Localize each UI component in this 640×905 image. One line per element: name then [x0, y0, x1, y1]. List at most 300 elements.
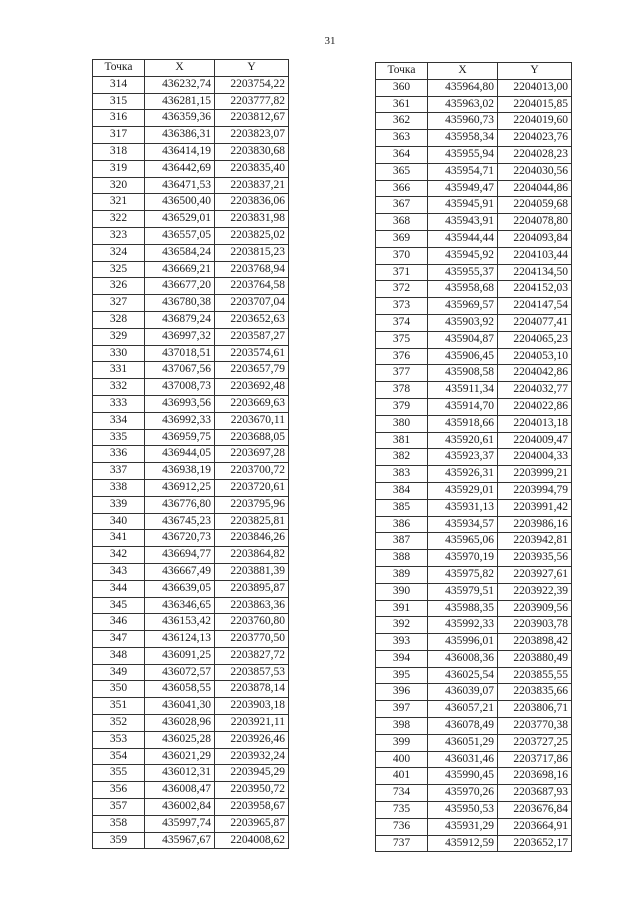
x-coordinate-cell: 436021,29 [145, 748, 215, 765]
x-coordinate-cell: 435969,57 [428, 298, 498, 315]
x-coordinate-cell: 436745,23 [145, 513, 215, 530]
table-row [376, 701, 572, 718]
point-number-cell: 737 [376, 835, 428, 852]
y-coordinate-cell: 2203768,94 [215, 261, 289, 278]
x-coordinate-cell: 435903,92 [428, 314, 498, 331]
table-row [376, 398, 572, 415]
y-coordinate-cell: 2203864,82 [215, 547, 289, 564]
y-coordinate-cell: 2204152,03 [498, 281, 572, 298]
x-coordinate-cell: 436346,65 [145, 597, 215, 614]
x-coordinate-cell: 436912,25 [145, 479, 215, 496]
table-row [376, 835, 572, 852]
y-coordinate-cell: 2204015,85 [498, 96, 572, 113]
x-coordinate-cell: 436281,15 [145, 93, 215, 110]
y-coordinate-cell: 2203676,84 [498, 802, 572, 819]
table-row [93, 698, 289, 715]
point-number-cell: 401 [376, 768, 428, 785]
table-row [376, 197, 572, 214]
point-number-cell: 343 [93, 563, 145, 580]
point-number-cell: 394 [376, 650, 428, 667]
y-coordinate-cell: 2203717,86 [498, 751, 572, 768]
y-coordinate-cell: 2203878,14 [215, 681, 289, 698]
point-number-cell: 400 [376, 751, 428, 768]
y-coordinate-cell: 2203903,18 [215, 698, 289, 715]
x-coordinate-cell: 436584,24 [145, 244, 215, 261]
x-coordinate-cell: 436529,01 [145, 211, 215, 228]
table-row [376, 734, 572, 751]
table-row [376, 314, 572, 331]
y-coordinate-cell: 2203994,79 [498, 482, 572, 499]
coordinates-table-right [375, 62, 572, 852]
point-number-cell: 323 [93, 227, 145, 244]
x-coordinate-cell: 436442,69 [145, 160, 215, 177]
y-coordinate-cell: 2203898,42 [498, 634, 572, 651]
point-number-cell: 317 [93, 127, 145, 144]
table-row [376, 449, 572, 466]
y-coordinate-cell: 2203903,78 [498, 617, 572, 634]
x-coordinate-cell: 435923,37 [428, 449, 498, 466]
y-coordinate-cell: 2204004,33 [498, 449, 572, 466]
table-row [93, 143, 289, 160]
x-coordinate-cell: 435992,33 [428, 617, 498, 634]
table-row [93, 412, 289, 429]
y-coordinate-cell: 2203958,67 [215, 799, 289, 816]
point-number-cell: 385 [376, 499, 428, 516]
x-coordinate-cell: 435960,73 [428, 113, 498, 130]
table-row [376, 482, 572, 499]
y-coordinate-cell: 2203857,53 [215, 664, 289, 681]
x-coordinate-cell: 436124,13 [145, 631, 215, 648]
y-coordinate-cell: 2203991,42 [498, 499, 572, 516]
y-coordinate-cell: 2204032,77 [498, 382, 572, 399]
point-number-cell: 314 [93, 76, 145, 93]
x-coordinate-cell: 436153,42 [145, 614, 215, 631]
y-coordinate-cell: 2203835,66 [498, 684, 572, 701]
table-row [93, 715, 289, 732]
point-number-cell: 334 [93, 412, 145, 429]
y-coordinate-cell: 2203815,23 [215, 244, 289, 261]
y-coordinate-cell: 2204078,80 [498, 214, 572, 231]
point-number-cell: 393 [376, 634, 428, 651]
table-row [93, 328, 289, 345]
table-row [376, 583, 572, 600]
point-number-cell: 399 [376, 734, 428, 751]
y-coordinate-cell: 2203698,16 [498, 768, 572, 785]
table-row [93, 547, 289, 564]
point-number-cell: 397 [376, 701, 428, 718]
point-number-cell: 342 [93, 547, 145, 564]
x-coordinate-cell: 435975,82 [428, 566, 498, 583]
header-y: Y [498, 63, 572, 80]
y-coordinate-cell: 2203700,72 [215, 463, 289, 480]
y-coordinate-cell: 2203881,39 [215, 563, 289, 580]
y-coordinate-cell: 2203669,63 [215, 395, 289, 412]
point-number-cell: 358 [93, 815, 145, 832]
y-coordinate-cell: 2204022,86 [498, 398, 572, 415]
y-coordinate-cell: 2203950,72 [215, 782, 289, 799]
y-coordinate-cell: 2203764,58 [215, 278, 289, 295]
x-coordinate-cell: 436780,38 [145, 295, 215, 312]
x-coordinate-cell: 435990,45 [428, 768, 498, 785]
point-number-cell: 320 [93, 177, 145, 194]
x-coordinate-cell: 436694,77 [145, 547, 215, 564]
y-coordinate-cell: 2203688,05 [215, 429, 289, 446]
x-coordinate-cell: 436500,40 [145, 194, 215, 211]
point-number-cell: 387 [376, 533, 428, 550]
x-coordinate-cell: 436002,84 [145, 799, 215, 816]
x-coordinate-cell: 435931,13 [428, 499, 498, 516]
x-coordinate-cell: 436025,28 [145, 731, 215, 748]
point-number-cell: 379 [376, 398, 428, 415]
y-coordinate-cell: 2204077,41 [498, 314, 572, 331]
x-coordinate-cell: 436031,46 [428, 751, 498, 768]
table-row [93, 664, 289, 681]
table-row [376, 180, 572, 197]
y-coordinate-cell: 2204028,23 [498, 146, 572, 163]
y-coordinate-cell: 2204019,60 [498, 113, 572, 130]
point-number-cell: 326 [93, 278, 145, 295]
table-row [93, 379, 289, 396]
x-coordinate-cell: 435914,70 [428, 398, 498, 415]
x-coordinate-cell: 436879,24 [145, 311, 215, 328]
x-coordinate-cell: 436944,05 [145, 446, 215, 463]
table-row [376, 163, 572, 180]
x-coordinate-cell: 436058,55 [145, 681, 215, 698]
y-coordinate-cell: 2203770,50 [215, 631, 289, 648]
table-row [376, 113, 572, 130]
y-coordinate-cell: 2203652,17 [498, 835, 572, 852]
table-row [376, 466, 572, 483]
x-coordinate-cell: 436078,49 [428, 718, 498, 735]
y-coordinate-cell: 2204044,86 [498, 180, 572, 197]
table-row [376, 348, 572, 365]
x-coordinate-cell: 435944,44 [428, 230, 498, 247]
header-point: Точка [93, 60, 145, 77]
x-coordinate-cell: 436471,53 [145, 177, 215, 194]
point-number-cell: 734 [376, 785, 428, 802]
table-row [93, 76, 289, 93]
x-coordinate-cell: 436359,36 [145, 110, 215, 127]
x-coordinate-cell: 435979,51 [428, 583, 498, 600]
x-coordinate-cell: 435964,80 [428, 79, 498, 96]
point-number-cell: 345 [93, 597, 145, 614]
y-coordinate-cell: 2204147,54 [498, 298, 572, 315]
header-point: Точка [376, 63, 428, 80]
point-number-cell: 357 [93, 799, 145, 816]
x-coordinate-cell: 436232,74 [145, 76, 215, 93]
y-coordinate-cell: 2204093,84 [498, 230, 572, 247]
y-coordinate-cell: 2203846,26 [215, 530, 289, 547]
table-row [376, 382, 572, 399]
table-row [93, 177, 289, 194]
table-row [93, 463, 289, 480]
table-row [93, 681, 289, 698]
y-coordinate-cell: 2203926,46 [215, 731, 289, 748]
x-coordinate-cell: 436667,49 [145, 563, 215, 580]
y-coordinate-cell: 2203697,28 [215, 446, 289, 463]
table-row [93, 597, 289, 614]
x-coordinate-cell: 436028,96 [145, 715, 215, 732]
x-coordinate-cell: 435996,01 [428, 634, 498, 651]
point-number-cell: 356 [93, 782, 145, 799]
point-number-cell: 350 [93, 681, 145, 698]
x-coordinate-cell: 435912,59 [428, 835, 498, 852]
x-coordinate-cell: 436039,07 [428, 684, 498, 701]
point-number-cell: 338 [93, 479, 145, 496]
point-number-cell: 735 [376, 802, 428, 819]
point-number-cell: 396 [376, 684, 428, 701]
table-row [376, 533, 572, 550]
point-number-cell: 388 [376, 550, 428, 567]
point-number-cell: 365 [376, 163, 428, 180]
x-coordinate-cell: 435929,01 [428, 482, 498, 499]
point-number-cell: 347 [93, 631, 145, 648]
y-coordinate-cell: 2203837,21 [215, 177, 289, 194]
point-number-cell: 374 [376, 314, 428, 331]
y-coordinate-cell: 2203657,79 [215, 362, 289, 379]
table-row [93, 765, 289, 782]
point-number-cell: 380 [376, 415, 428, 432]
x-coordinate-cell: 436669,21 [145, 261, 215, 278]
x-coordinate-cell: 436072,57 [145, 664, 215, 681]
x-coordinate-cell: 435906,45 [428, 348, 498, 365]
y-coordinate-cell: 2204030,56 [498, 163, 572, 180]
x-coordinate-cell: 437018,51 [145, 345, 215, 362]
x-coordinate-cell: 435955,94 [428, 146, 498, 163]
table-row [376, 298, 572, 315]
table-row [376, 432, 572, 449]
table-row [93, 395, 289, 412]
point-number-cell: 316 [93, 110, 145, 127]
x-coordinate-cell: 435963,02 [428, 96, 498, 113]
y-coordinate-cell: 2203652,63 [215, 311, 289, 328]
x-coordinate-cell: 436557,05 [145, 227, 215, 244]
header-x: X [428, 63, 498, 80]
header-y: Y [215, 60, 289, 77]
table-row [93, 563, 289, 580]
y-coordinate-cell: 2204008,62 [215, 832, 289, 849]
x-coordinate-cell: 437067,56 [145, 362, 215, 379]
y-coordinate-cell: 2203795,96 [215, 496, 289, 513]
point-number-cell: 372 [376, 281, 428, 298]
y-coordinate-cell: 2203921,11 [215, 715, 289, 732]
x-coordinate-cell: 435958,68 [428, 281, 498, 298]
point-number-cell: 344 [93, 580, 145, 597]
y-coordinate-cell: 2203806,71 [498, 701, 572, 718]
point-number-cell: 352 [93, 715, 145, 732]
x-coordinate-cell: 436414,19 [145, 143, 215, 160]
table-row [93, 782, 289, 799]
y-coordinate-cell: 2203760,80 [215, 614, 289, 631]
point-number-cell: 398 [376, 718, 428, 735]
point-number-cell: 336 [93, 446, 145, 463]
table-row [93, 479, 289, 496]
x-coordinate-cell: 436677,20 [145, 278, 215, 295]
x-coordinate-cell: 436776,80 [145, 496, 215, 513]
table-row [93, 429, 289, 446]
x-coordinate-cell: 435967,67 [145, 832, 215, 849]
point-number-cell: 322 [93, 211, 145, 228]
x-coordinate-cell: 435954,71 [428, 163, 498, 180]
y-coordinate-cell: 2203777,82 [215, 93, 289, 110]
point-number-cell: 355 [93, 765, 145, 782]
table-row [93, 110, 289, 127]
point-number-cell: 332 [93, 379, 145, 396]
y-coordinate-cell: 2203831,98 [215, 211, 289, 228]
y-coordinate-cell: 2203754,22 [215, 76, 289, 93]
point-number-cell: 382 [376, 449, 428, 466]
y-coordinate-cell: 2203863,36 [215, 597, 289, 614]
point-number-cell: 362 [376, 113, 428, 130]
table-row [93, 211, 289, 228]
point-number-cell: 351 [93, 698, 145, 715]
table-row [376, 415, 572, 432]
point-number-cell: 353 [93, 731, 145, 748]
y-coordinate-cell: 2203855,55 [498, 667, 572, 684]
point-number-cell: 325 [93, 261, 145, 278]
x-coordinate-cell: 435934,57 [428, 516, 498, 533]
y-coordinate-cell: 2204134,50 [498, 264, 572, 281]
x-coordinate-cell: 436993,56 [145, 395, 215, 412]
table-row [376, 802, 572, 819]
table-row [376, 516, 572, 533]
table-row [93, 278, 289, 295]
point-number-cell: 361 [376, 96, 428, 113]
y-coordinate-cell: 2203827,72 [215, 647, 289, 664]
x-coordinate-cell: 436008,36 [428, 650, 498, 667]
point-number-cell: 383 [376, 466, 428, 483]
y-coordinate-cell: 2203727,25 [498, 734, 572, 751]
y-coordinate-cell: 2204009,47 [498, 432, 572, 449]
y-coordinate-cell: 2203825,81 [215, 513, 289, 530]
point-number-cell: 333 [93, 395, 145, 412]
point-number-cell: 363 [376, 130, 428, 147]
table-row [376, 684, 572, 701]
y-coordinate-cell: 2204013,18 [498, 415, 572, 432]
table-row [93, 160, 289, 177]
point-number-cell: 392 [376, 617, 428, 634]
point-number-cell: 346 [93, 614, 145, 631]
x-coordinate-cell: 436938,19 [145, 463, 215, 480]
y-coordinate-cell: 2203922,39 [498, 583, 572, 600]
point-number-cell: 327 [93, 295, 145, 312]
x-coordinate-cell: 435988,35 [428, 600, 498, 617]
y-coordinate-cell: 2203770,38 [498, 718, 572, 735]
y-coordinate-cell: 2203830,68 [215, 143, 289, 160]
y-coordinate-cell: 2203835,40 [215, 160, 289, 177]
x-coordinate-cell: 436012,31 [145, 765, 215, 782]
x-coordinate-cell: 435945,91 [428, 197, 498, 214]
coordinates-table-left [92, 59, 289, 849]
x-coordinate-cell: 435970,19 [428, 550, 498, 567]
table-row [93, 127, 289, 144]
table-row [93, 244, 289, 261]
point-number-cell: 330 [93, 345, 145, 362]
y-coordinate-cell: 2203720,61 [215, 479, 289, 496]
y-coordinate-cell: 2203812,67 [215, 110, 289, 127]
y-coordinate-cell: 2204023,76 [498, 130, 572, 147]
table-row [376, 785, 572, 802]
point-number-cell: 368 [376, 214, 428, 231]
table-row [93, 227, 289, 244]
x-coordinate-cell: 436041,30 [145, 698, 215, 715]
x-coordinate-cell: 435904,87 [428, 331, 498, 348]
x-coordinate-cell: 435926,31 [428, 466, 498, 483]
point-number-cell: 367 [376, 197, 428, 214]
point-number-cell: 328 [93, 311, 145, 328]
point-number-cell: 337 [93, 463, 145, 480]
x-coordinate-cell: 435908,58 [428, 365, 498, 382]
page-number: 31 [324, 35, 336, 47]
table-row [376, 499, 572, 516]
table-row [376, 96, 572, 113]
point-number-cell: 384 [376, 482, 428, 499]
y-coordinate-cell: 2203670,11 [215, 412, 289, 429]
y-coordinate-cell: 2203574,61 [215, 345, 289, 362]
table-row [376, 751, 572, 768]
table-row [376, 818, 572, 835]
point-number-cell: 319 [93, 160, 145, 177]
point-number-cell: 736 [376, 818, 428, 835]
point-number-cell: 354 [93, 748, 145, 765]
table-row [376, 214, 572, 231]
y-coordinate-cell: 2203895,87 [215, 580, 289, 597]
table-row [93, 345, 289, 362]
table-row [93, 513, 289, 530]
x-coordinate-cell: 436051,29 [428, 734, 498, 751]
y-coordinate-cell: 2203692,48 [215, 379, 289, 396]
table-row [376, 566, 572, 583]
y-coordinate-cell: 2204053,10 [498, 348, 572, 365]
y-coordinate-cell: 2203927,61 [498, 566, 572, 583]
table-row [93, 815, 289, 832]
point-number-cell: 375 [376, 331, 428, 348]
y-coordinate-cell: 2203965,87 [215, 815, 289, 832]
point-number-cell: 335 [93, 429, 145, 446]
point-number-cell: 376 [376, 348, 428, 365]
y-coordinate-cell: 2203999,21 [498, 466, 572, 483]
y-coordinate-cell: 2204065,23 [498, 331, 572, 348]
table-row [93, 731, 289, 748]
y-coordinate-cell: 2203823,07 [215, 127, 289, 144]
point-number-cell: 389 [376, 566, 428, 583]
table-row [93, 311, 289, 328]
y-coordinate-cell: 2203687,93 [498, 785, 572, 802]
point-number-cell: 349 [93, 664, 145, 681]
x-coordinate-cell: 435970,26 [428, 785, 498, 802]
table-row [376, 264, 572, 281]
y-coordinate-cell: 2203707,04 [215, 295, 289, 312]
x-coordinate-cell: 435965,06 [428, 533, 498, 550]
x-coordinate-cell: 435911,34 [428, 382, 498, 399]
table-row [376, 617, 572, 634]
x-coordinate-cell: 436639,05 [145, 580, 215, 597]
table-row [376, 550, 572, 567]
table-row [93, 748, 289, 765]
y-coordinate-cell: 2203836,06 [215, 194, 289, 211]
table-row [376, 768, 572, 785]
point-number-cell: 360 [376, 79, 428, 96]
x-coordinate-cell: 435950,53 [428, 802, 498, 819]
table-row [376, 281, 572, 298]
table-row [376, 79, 572, 96]
table-row [376, 634, 572, 651]
point-number-cell: 321 [93, 194, 145, 211]
x-coordinate-cell: 435949,47 [428, 180, 498, 197]
x-coordinate-cell: 437008,73 [145, 379, 215, 396]
point-number-cell: 377 [376, 365, 428, 382]
y-coordinate-cell: 2203825,02 [215, 227, 289, 244]
